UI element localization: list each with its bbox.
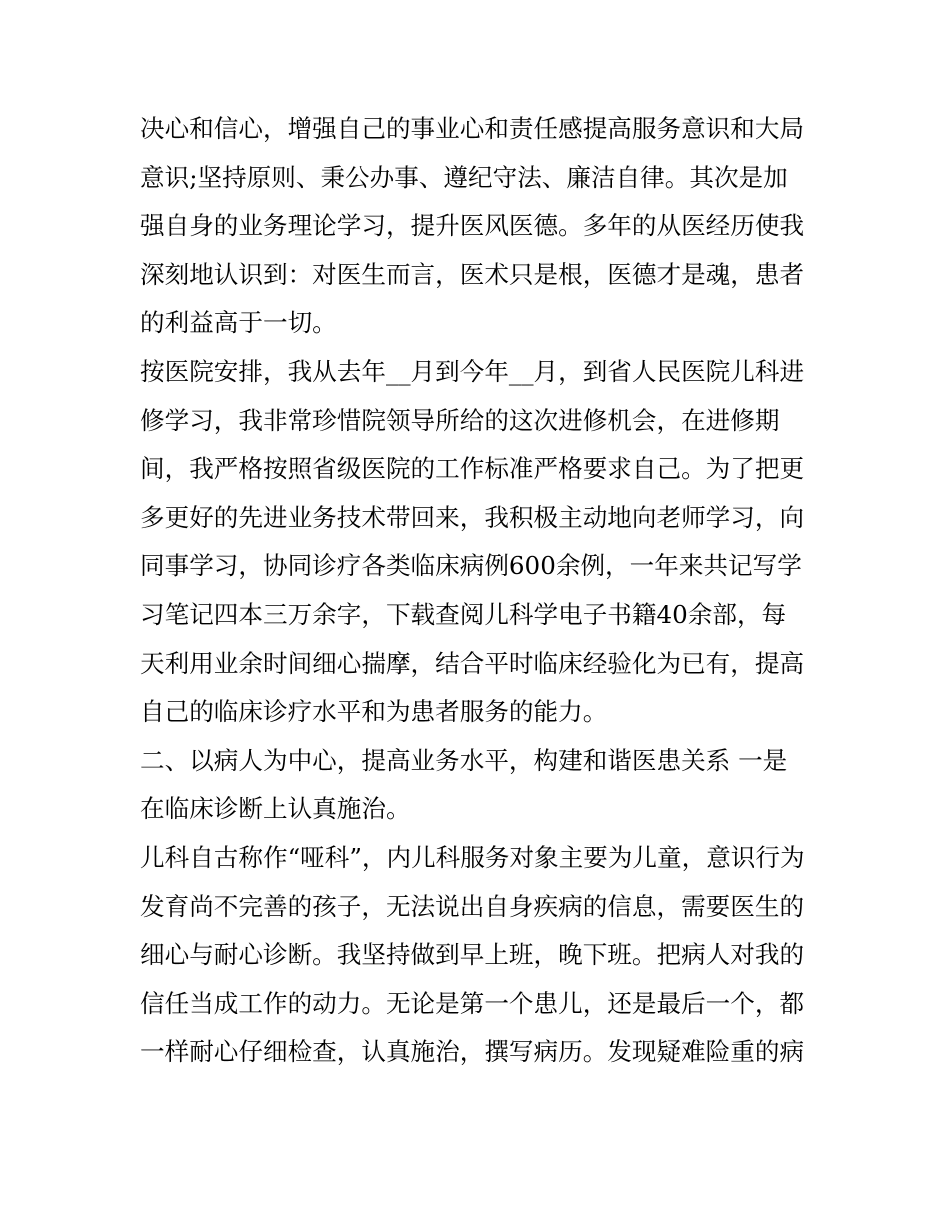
text-line: 同事学习，协同诊疗各类临床病例600余例，一年来共记写学 [140, 551, 802, 581]
text-line: 天利用业余时间细心揣摩，结合平时临床经验化为已有，提高 [140, 648, 805, 678]
text-line: 深刻地认识到：对医生而言，医术只是根，医德才是魂，患者 [140, 259, 805, 289]
text-line: 意识;坚持原则、秉公办事、遵纪守法、廉洁自律。其次是加 [140, 162, 788, 192]
text-line: 儿科自古称作“哑科”，内儿科服务对象主要为儿童，意识行为 [140, 842, 805, 872]
text-line: 自己的临床诊疗水平和为患者服务的能力。 [140, 697, 608, 727]
text-line: 细心与耐心诊断。我坚持做到早上班，晚下班。把病人对我的 [140, 940, 805, 970]
text-line: 二、以病人为中心，提高业务水平，构建和谐医患关系 一是 [140, 745, 788, 775]
text-line: 信任当成工作的动力。无论是第一个患儿，还是最后一个，都 [140, 988, 805, 1018]
text-line: 的利益高于一切。 [140, 308, 337, 338]
text-line: 发育尚不完善的孩子，无法说出自身疾病的信息，需要医生的 [140, 891, 805, 921]
text-line: 间，我严格按照省级医院的工作标准严格要求自己。为了把更 [140, 454, 805, 484]
body-text [140, 105, 812, 1077]
text-line: 强自身的业务理论学习，提升医风医德。多年的从医经历使我 [140, 211, 805, 241]
text-line: 习笔记四本三万余字，下载查阅儿科学电子书籍40余部，每 [140, 599, 787, 629]
text-line: 多更好的先进业务技术带回来，我积极主动地向老师学习，向 [140, 502, 805, 532]
text-line: 修学习，我非常珍惜院领导所给的这次进修机会，在进修期 [140, 405, 780, 435]
text-line: 在临床诊断上认真施治。 [140, 794, 411, 824]
text-line: 一样耐心仔细检查，认真施治，撰写病历。发现疑难险重的病 [140, 1037, 805, 1067]
text-line: 决心和信心，增强自己的事业心和责任感提高服务意识和大局 [140, 114, 805, 143]
text-line: 按医院安排，我从去年__月到今年__月，到省人民医院儿科进 [140, 356, 805, 386]
